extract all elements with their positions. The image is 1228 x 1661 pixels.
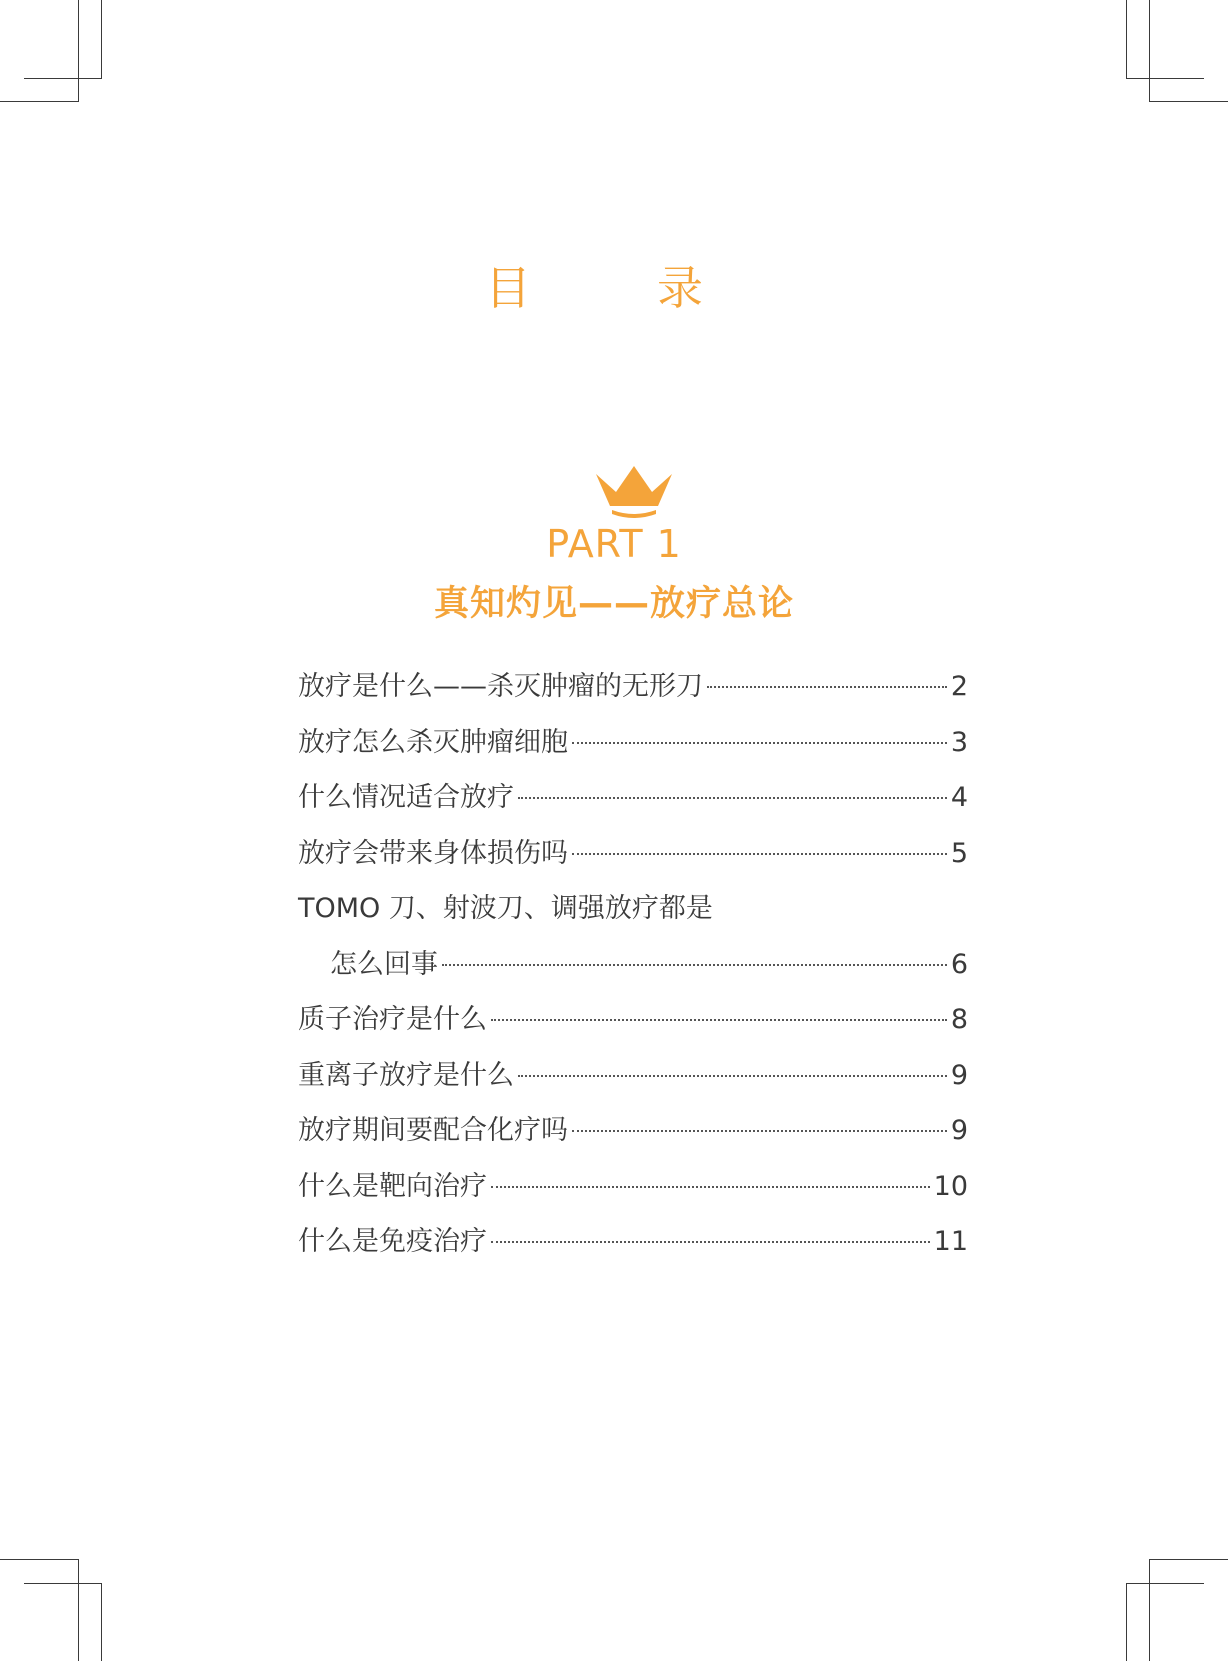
toc-entry-title: 放疗怎么杀灭肿瘤细胞 bbox=[298, 726, 568, 758]
crop-mark-top-right bbox=[1126, 78, 1204, 79]
toc-entry-title: 放疗期间要配合化疗吗 bbox=[298, 1115, 568, 1146]
crop-mark-top-right bbox=[1149, 0, 1150, 102]
toc-leader-dots bbox=[707, 686, 947, 688]
toc-entry[interactable] bbox=[298, 720, 968, 776]
crop-mark-bottom-left bbox=[0, 1559, 78, 1560]
crop-mark-bottom-left bbox=[78, 1559, 79, 1661]
toc-leader-dots bbox=[572, 1130, 947, 1132]
toc-leader-dots bbox=[518, 1075, 947, 1077]
crop-mark-top-left bbox=[78, 0, 79, 102]
toc-page-number: 4 bbox=[950, 782, 968, 813]
toc-page-number: 10 bbox=[933, 1170, 968, 1202]
crown-icon bbox=[594, 466, 674, 518]
crop-mark-bottom-left bbox=[24, 1583, 102, 1584]
toc-entry[interactable] bbox=[298, 664, 968, 720]
toc-entry-title: TOMO 刀、射波刀、调强放疗都是 bbox=[298, 893, 713, 924]
crop-mark-bottom-right bbox=[1149, 1559, 1150, 1661]
crop-mark-top-right bbox=[1150, 101, 1228, 102]
toc-entry-title: 什么是靶向治疗 bbox=[298, 1170, 487, 1202]
toc-entry-title: 放疗是什么——杀灭肿瘤的无形刀 bbox=[298, 671, 703, 702]
toc-entry-title: 质子治疗是什么 bbox=[298, 1004, 487, 1035]
toc-leader-dots bbox=[491, 1186, 930, 1188]
toc-entry[interactable] bbox=[298, 1053, 968, 1109]
toc-leader-dots bbox=[572, 742, 947, 744]
crop-mark-top-left bbox=[101, 0, 102, 79]
toc-entry[interactable] bbox=[298, 1108, 968, 1164]
toc-page-number: 3 bbox=[950, 726, 968, 758]
toc-entry[interactable] bbox=[298, 831, 968, 887]
toc-leader-dots bbox=[518, 797, 947, 799]
toc-page-number: 9 bbox=[950, 1115, 968, 1146]
crop-mark-top-right bbox=[1126, 0, 1127, 79]
crop-mark-bottom-right bbox=[1126, 1583, 1127, 1661]
toc-entry[interactable] bbox=[298, 886, 968, 942]
crop-mark-top-left bbox=[24, 78, 102, 79]
toc-entry[interactable] bbox=[298, 942, 968, 998]
toc-entry-title: 怎么回事 bbox=[330, 948, 438, 980]
toc-entry[interactable] bbox=[298, 1164, 968, 1220]
toc-page-number: 2 bbox=[950, 671, 968, 702]
toc-entry-title: 什么情况适合放疗 bbox=[298, 782, 514, 813]
table-of-contents bbox=[298, 664, 968, 1275]
toc-entry[interactable] bbox=[298, 775, 968, 831]
crop-mark-top-left bbox=[0, 101, 78, 102]
page-title: 目 录 bbox=[485, 261, 743, 315]
part-label: PART 1 bbox=[546, 522, 682, 566]
toc-entry[interactable] bbox=[298, 1219, 968, 1275]
toc-entry-title: 重离子放疗是什么 bbox=[298, 1059, 514, 1091]
toc-leader-dots bbox=[491, 1241, 930, 1243]
crop-mark-bottom-right bbox=[1126, 1583, 1204, 1584]
crop-mark-bottom-left bbox=[101, 1583, 102, 1661]
toc-entry-title: 放疗会带来身体损伤吗 bbox=[298, 837, 568, 869]
toc-leader-dots bbox=[572, 853, 947, 855]
toc-entry-title: 什么是免疫治疗 bbox=[298, 1226, 487, 1257]
part-subtitle: 真知灼见——放疗总论 bbox=[433, 584, 794, 624]
toc-entry[interactable] bbox=[298, 997, 968, 1053]
toc-page-number: 8 bbox=[950, 1004, 968, 1035]
toc-page-number: 9 bbox=[950, 1059, 968, 1091]
toc-leader-dots bbox=[442, 964, 947, 966]
toc-page-number: 5 bbox=[950, 837, 968, 869]
toc-page-number: 6 bbox=[950, 948, 968, 980]
crop-mark-bottom-right bbox=[1150, 1559, 1228, 1560]
toc-leader-dots bbox=[491, 1019, 947, 1021]
toc-page-number: 11 bbox=[933, 1226, 968, 1257]
